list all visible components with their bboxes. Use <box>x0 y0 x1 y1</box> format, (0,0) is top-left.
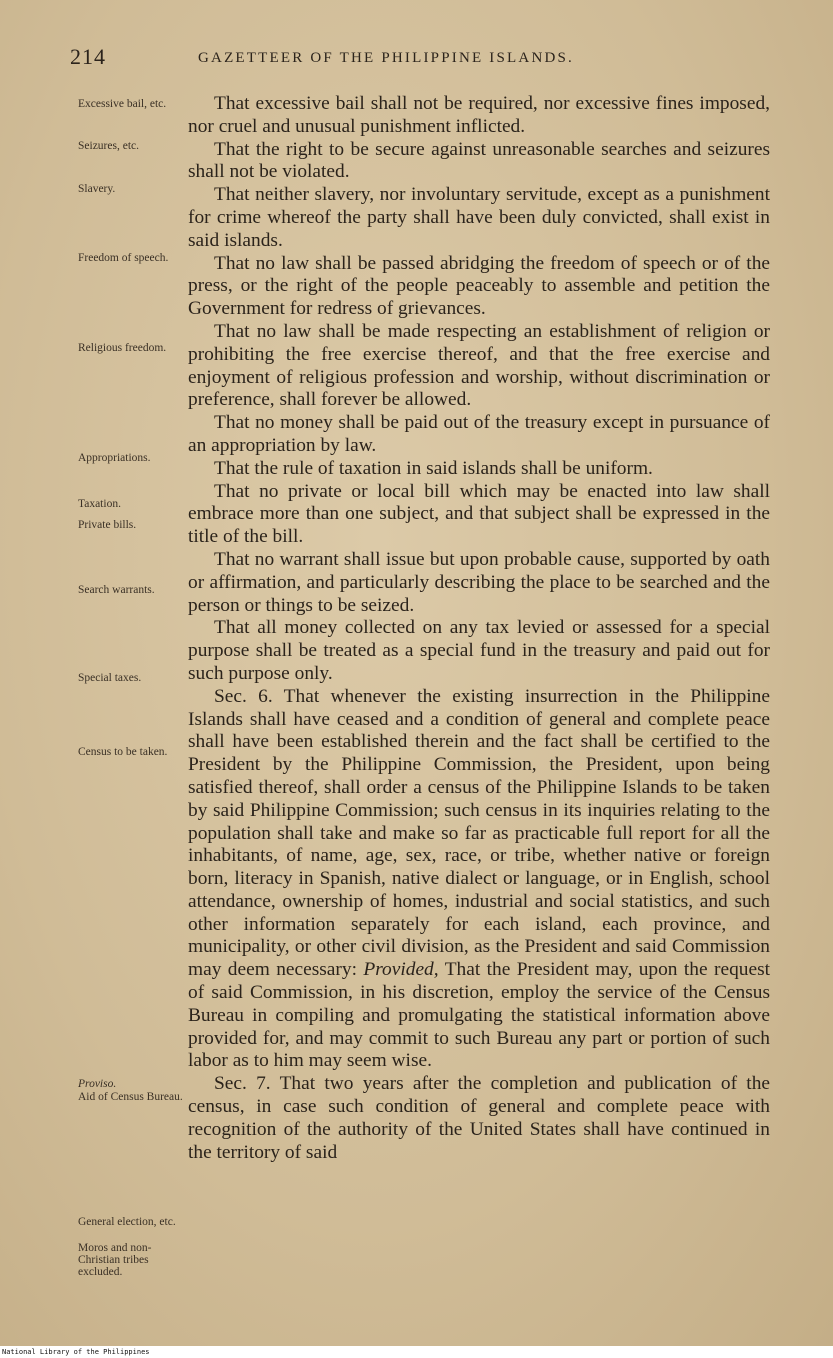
margin-note-general-election: General election, etc. <box>78 1216 176 1228</box>
margin-note-excessive-bail: Excessive bail, etc. <box>78 98 167 110</box>
margin-note-private-bills: Private bills. <box>78 519 137 531</box>
margin-note-search-warrants: Search warrants. <box>78 584 155 596</box>
paragraph-religion: That no law shall be made respecting an establishment of religion or prohibiting the free exercise thereof, and that the free exercise and enjoyment of religious profession and worship, without discrimination or preference, shall forever be allowed. <box>188 320 770 411</box>
margin-note-freedom-of-speech: Freedom of speech. <box>78 252 169 264</box>
library-credit: National Library of the Philippines <box>2 1348 150 1356</box>
section-6-label: Sec. 6. <box>214 685 273 707</box>
paragraph-excessive-bail: That excessive bail shall not be required, nor excessive fines imposed, nor cruel and unusual punishment inflicted. <box>188 93 770 137</box>
margin-note-seizures: Seizures, etc. <box>78 140 139 152</box>
paragraph-seizures: That the right to be secure against unreasonable searches and seizures shall not be violated. <box>188 138 770 183</box>
paragraph-freedom-of-speech: That no law shall be passed abridging the freedom of speech or of the press, or the right of the people peaceably to assemble and petition the Government for redress of grievances. <box>188 252 770 320</box>
section-6-text: That whenever the existing insurrection in the Philippine Islands shall have ceased and a condition of general and complete peace shall have been established therein and the fact shall be certified to the President by the Philippine Commission, the President, upon being satisfied thereof, shall order a census of the Philippine Islands to be taken by said Philippine Commission; such census in its inquiries relating to the population shall take and make so far as practicable full report for all the inhabitants, of name, age, sex, race, or tribe, whether native or foreign born, literacy in Spanish, native dialect or language, or in English, school attendance, ownership of homes, industrial and social statistics, and such other information separately for each island, each province, and municipality, or other civil division, as the President and said Commission may deem necessary: <box>188 685 770 981</box>
section-7-label: Sec. 7. <box>214 1073 271 1095</box>
proviso-word: Provided, <box>363 959 439 981</box>
margin-note-moros: Moros and non-Christian tribes excluded. <box>78 1242 152 1278</box>
paragraph-taxation: That the rule of taxation in said islands shall be uniform. <box>214 457 653 479</box>
margin-note-appropriations: Appropriations. <box>78 452 151 464</box>
page-number: 214 <box>70 44 106 69</box>
paragraph-special-taxes: That all money collected on any tax levied or assessed for a special purpose shall be treated as a special fund in the treasury and paid out for such purpose only. <box>188 617 770 684</box>
paragraph-section-7 <box>188 1073 770 1164</box>
paragraph-appropriations: That no money shall be paid out of the treasury except in pursuance of an appropriation by law. <box>188 412 770 456</box>
body-text <box>188 93 770 1164</box>
margin-note-taxation: Taxation. <box>78 498 121 510</box>
margin-note-census: Census to be taken. <box>78 746 168 758</box>
section-7-text: That two years after the completion and publication of the census, in case such condition of general and complete peace with recognition of the authority of the United States shall have continued in the territory of said <box>188 1073 770 1163</box>
page-header <box>70 44 770 74</box>
margin-note-census-bureau: Aid of Census Bureau. <box>78 1091 183 1103</box>
margin-note-proviso: Proviso. <box>78 1078 117 1090</box>
paragraph-slavery: That neither slavery, nor involuntary servitude, except as a punishment for crime whereof the party shall have been duly convicted, shall exist in said islands. <box>188 184 770 251</box>
section-6-proviso-text: That the President may, upon the request of said Commission, in his discretion, employ the service of the Census Bureau in compiling and promulgating the statistical information above provided for, and may commit to such Bureau any part or portion of such labor as to him may seem wise. <box>188 959 771 1072</box>
paragraph-search-warrants: That no warrant shall issue but upon probable cause, supported by oath or affirmation, and particularly describing the place to be searched and the person or things to be seized. <box>188 548 770 616</box>
margin-note-slavery: Slavery. <box>78 183 116 195</box>
running-head: GAZETTEER OF THE PHILIPPINE ISLANDS. <box>198 50 574 66</box>
paragraph-private-bills: That no private or local bill which may be enacted into law shall embrace more than one subject, and that subject shall be expressed in the title of the bill. <box>188 480 770 548</box>
paragraph-section-6 <box>188 686 770 1074</box>
margin-note-special-taxes: Special taxes. <box>78 672 142 684</box>
margin-note-religious-freedom: Religious freedom. <box>78 342 167 354</box>
